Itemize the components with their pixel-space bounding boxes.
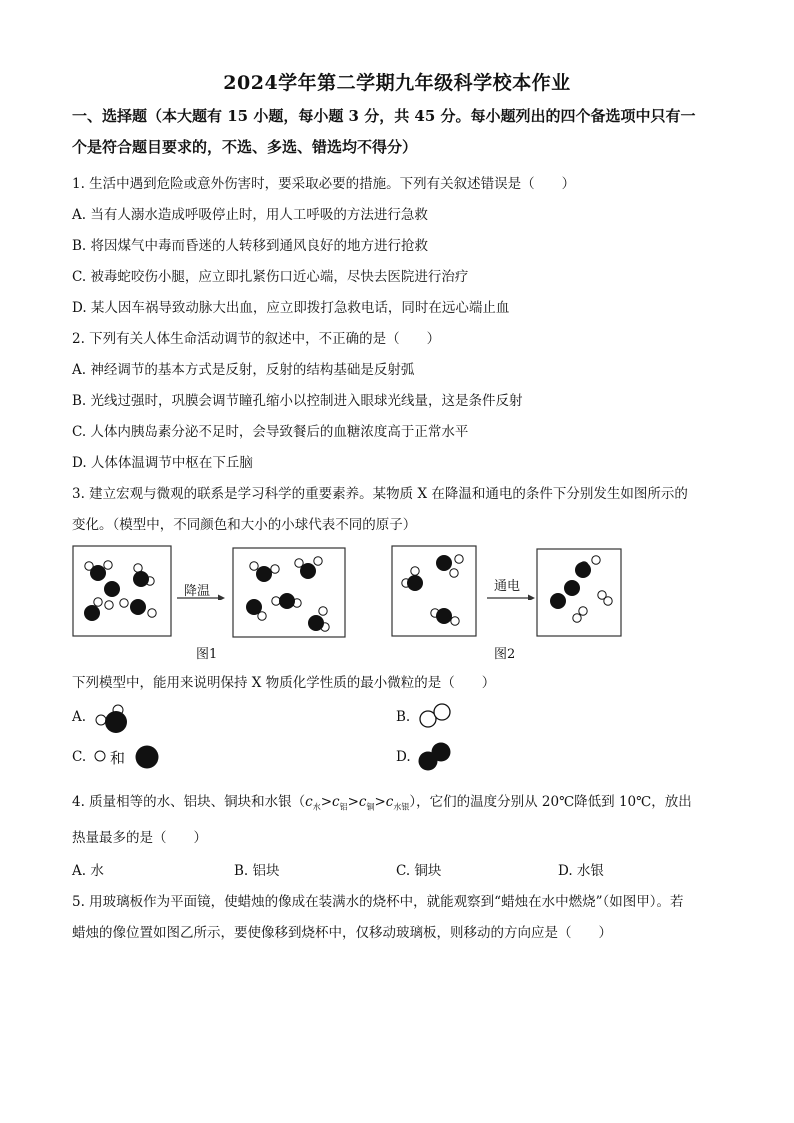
q3-option-a-model: [92, 703, 132, 737]
q4-c-aluminum: c: [332, 794, 340, 810]
q3-option-a-label: A.: [72, 709, 87, 725]
q3-option-c-and: 和: [110, 749, 126, 767]
q1-option-b: B. 将因煤气中毒而昏迷的人转移到通风良好的地方进行抢救: [72, 238, 429, 254]
q4-sub-mercury: 水银: [393, 802, 410, 812]
section-heading-line1: 一、选择题（本大题有 15 小题，每小题 3 分，共 45 分。每小题列出的四个备选项中只有一: [72, 107, 696, 125]
q3-option-c-large-atom: [134, 744, 160, 770]
q4-stem-pre: 4. 质量相等的水、铝块、铜块和水银（: [72, 794, 306, 810]
q1-option-c: C. 被毒蛇咬伤小腿，应立即扎紧伤口近心端，尽快去医院进行治疗: [72, 269, 469, 285]
fig2-caption: 图2: [494, 647, 516, 662]
q5-stem-line1: 5. 用玻璃板作为平面镜，使蜡烛的像成在装满水的烧杯中，就能观察到“蜡烛在水中燃烧”（如图甲）。若: [72, 894, 684, 910]
fig1-arrow-label: 降温: [184, 584, 211, 599]
q4-c-water: c: [305, 794, 313, 810]
q4-gt-3: >: [374, 794, 386, 810]
q2-stem: 2. 下列有关人体生命活动调节的叙述中，不正确的是（ ）: [72, 331, 441, 347]
section-heading: [72, 101, 732, 163]
fig2-arrow-label: 通电: [494, 579, 521, 594]
q4-gt-2: >: [347, 794, 359, 810]
q4-option-d: D. 水银: [558, 863, 604, 879]
q4-stem-line2: 热量最多的是（ ）: [72, 830, 207, 846]
fig1-box-after: [232, 547, 346, 638]
q4-gt-1: >: [320, 794, 333, 810]
q4-sub-water: 水: [312, 802, 321, 812]
q4-sub-aluminum: 铝: [339, 802, 348, 812]
fig2-box-after: [536, 548, 622, 637]
q1-option-a: A. 当有人溺水造成呼吸停止时，用人工呼吸的方法进行急救: [72, 207, 428, 223]
q3-option-b-label: B.: [396, 709, 411, 725]
q3-question: 下列模型中，能用来说明保持 X 物质化学性质的最小微粒的是（ ）: [72, 675, 496, 691]
q3-option-c-small-atom: [93, 749, 107, 763]
section-heading-line2: 个是符合题目要求的，不选、多选、错选均不得分）: [72, 138, 418, 156]
q2-option-b: B. 光线过强时，巩膜会调节瞳孔缩小以控制进入眼球光线量，这是条件反射: [72, 393, 523, 409]
q2-option-d: D. 人体体温调节中枢在下丘脑: [72, 455, 253, 471]
q3-option-b-model: [417, 702, 457, 730]
q1-option-d: D. 某人因车祸导致动脉大出血，应立即拨打急救电话，同时在远心端止血: [72, 300, 510, 316]
q4-c-mercury: c: [385, 794, 394, 810]
fig1-box-before: [72, 545, 172, 637]
q4-stem-line1: [72, 790, 692, 813]
fig2-box-before: [391, 545, 477, 637]
q3-option-c-label: C.: [72, 749, 87, 765]
fig1-caption: 图1: [196, 647, 218, 662]
q2-option-c: C. 人体内胰岛素分泌不足时，会导致餐后的血糖浓度高于正常水平: [72, 424, 469, 440]
page-title: 2024学年第二学期九年级科学校本作业: [223, 72, 571, 94]
q4-c-copper: c: [358, 794, 367, 810]
q4-stem-post: ），它们的温度分别从 20℃降低到 10℃，放出: [409, 794, 692, 810]
q3-stem-line2: 变化。（模型中，不同颜色和大小的小球代表不同的原子）: [72, 517, 417, 533]
q2-option-a: A. 神经调节的基本方式是反射，反射的结构基础是反射弧: [72, 362, 415, 378]
q4-sub-copper: 铜: [366, 802, 375, 812]
q3-stem-line1: 3. 建立宏观与微观的联系是学习科学的重要素养。某物质 X 在降温和通电的条件下分别发生如图所示的: [72, 486, 688, 502]
q3-option-d-model: [416, 740, 456, 774]
q3-option-d-label: D.: [396, 749, 411, 765]
q4-option-b: B. 铝块: [234, 863, 280, 879]
q5-stem-line2: 蜡烛的像位置如图乙所示，要使像移到烧杯中，仅移动玻璃板，则移动的方向应是（ ）: [72, 925, 612, 941]
q4-option-a: A. 水: [72, 863, 104, 879]
q1-stem: 1. 生活中遇到危险或意外伤害时，要采取必要的措施。下列有关叙述错误是（ ）: [72, 176, 576, 192]
q4-option-c: C. 铜块: [396, 863, 442, 879]
